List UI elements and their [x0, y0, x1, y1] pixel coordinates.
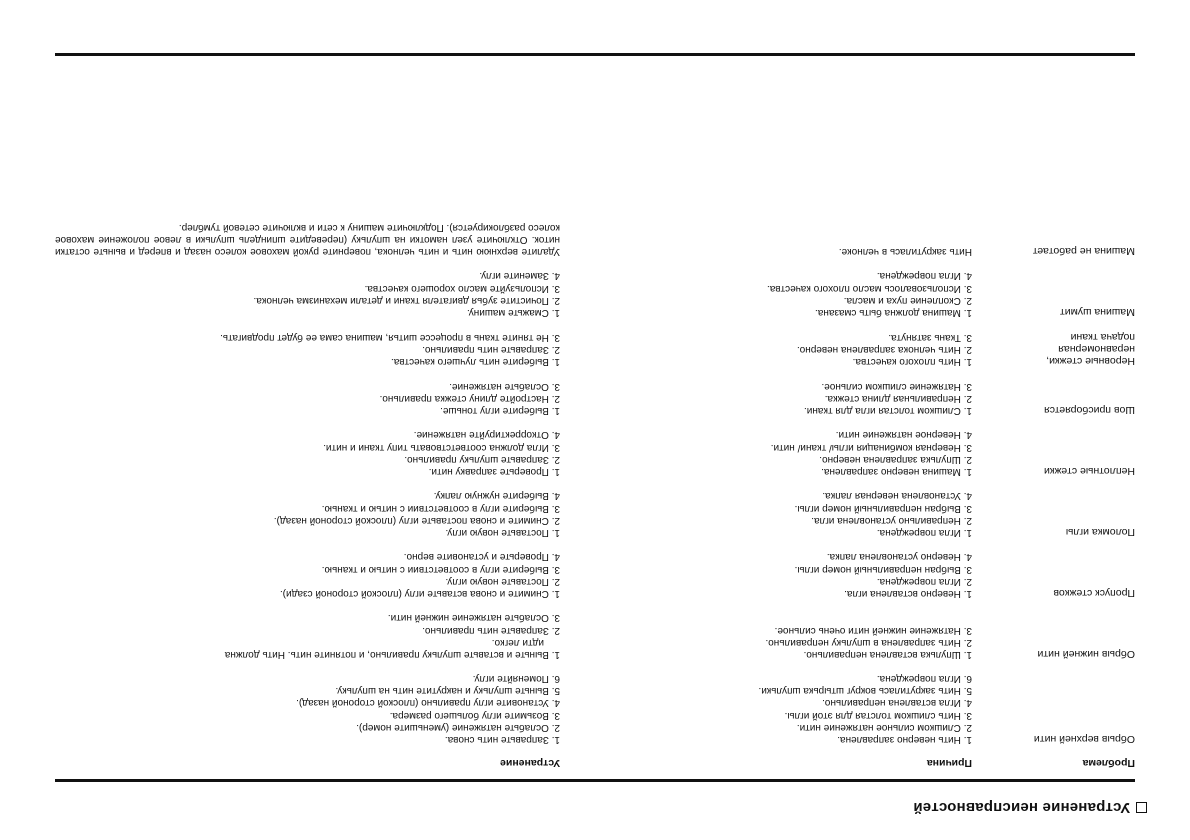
- fix-line: 1. Заправьте нить снова.: [444, 734, 560, 745]
- table-row: [0, 379, 1190, 416]
- cause-line: 4. Игла повреждена.: [876, 270, 972, 282]
- cause-line: 3. Неверная комбинация иглы/ ткани/ нити.: [770, 441, 972, 453]
- cause-line: 3. Выбран неправильный номер иглы.: [794, 563, 972, 575]
- row-problem: Пропуск стежков: [1053, 587, 1135, 599]
- fix-line: 3. Игла должна соответствовать типу ткани и нити.: [323, 441, 560, 453]
- cause-line: 3. Натяжение нижней нити очень сильное.: [774, 624, 972, 636]
- fix-line: 4. Выберите нужную лапку.: [433, 490, 560, 502]
- fix-line: 2. Настройте длину стежка правильно.: [379, 392, 560, 404]
- row-causes: [592, 245, 972, 257]
- header-cause: Причина: [926, 757, 972, 769]
- row-fixes: [55, 428, 560, 477]
- fix-line: 1. Поставьте новую иглу.: [445, 527, 560, 538]
- cause-line: 3. Выбран неправильный номер иглы.: [794, 502, 972, 514]
- bottom-rule: [55, 53, 1135, 56]
- section-title-text: Устранение неисправностей: [913, 799, 1130, 816]
- fix-line: 2. Ослабьте натяжение (уменьшите номер).: [356, 721, 560, 733]
- fix-line: 3. Ослабьте натяжение нижней нити.: [387, 612, 560, 624]
- table-row: [0, 550, 1190, 599]
- row-problem: [985, 331, 1135, 367]
- cause-line: 1. Шпулька вставлена неправильно.: [803, 649, 972, 660]
- cause-line: 2. Неправильно установлена игла.: [811, 514, 972, 526]
- row-fixes: [55, 611, 560, 660]
- table-row: [0, 330, 1190, 367]
- top-rule: [55, 779, 1135, 782]
- fix-line: 1. Проверьте заправку нити.: [428, 466, 560, 477]
- cause-line: 2. Нить заправлена в шпульку неправильно.: [765, 636, 972, 648]
- fix-line: 1. Выберите иглу тоньше.: [440, 405, 560, 416]
- fix-line: 4. Откорректируйте натяжение.: [413, 429, 560, 441]
- cause-line: 1. Машина должна быть смазана.: [815, 307, 972, 318]
- row-causes: [592, 428, 972, 477]
- fix-line: 3. Выберите иглу в соответствии с нитью и тканью.: [321, 563, 560, 575]
- fix-line: 5. Выньте шпульку и накрутите нить на шпульку.: [335, 685, 560, 697]
- fix-line: Удалите верхнюю нить и нить челнока, поверните рукой маховое колесо назад и вперед и выньте остатки ниток. Отключите узел намотки на шпульку (переведите шпиндель шпульки в левое положение маховое колесо разблокируется). Подключите машину к сети и включите сетевой тумблер.: [55, 221, 560, 257]
- row-fixes: [55, 379, 560, 416]
- table-row: [0, 672, 1190, 745]
- row-causes: [592, 269, 972, 318]
- cause-line: 1. Слишком толстая игла для ткани.: [803, 405, 972, 416]
- fix-line: 2. Заправьте шпульку правильно.: [404, 453, 560, 465]
- fix-line: 4. Замените иглу.: [479, 270, 560, 282]
- row-fixes: [55, 550, 560, 599]
- header-problem: Проблема: [1082, 757, 1135, 769]
- cause-line: 2. Игла повреждена.: [876, 575, 972, 587]
- cause-line: 2. Слишком сильное натяжение нити.: [796, 721, 972, 733]
- cause-line: 1. Нить неверно заправлена.: [837, 734, 972, 745]
- fix-line: 3. Возьмите иглу большего размера.: [389, 709, 560, 721]
- cause-line: 4. Игла вставлена неправильно.: [822, 697, 972, 709]
- row-problem: Машина не работает: [1032, 245, 1135, 257]
- table-row: [0, 611, 1190, 660]
- table-row: [0, 428, 1190, 477]
- cause-line: Нить закрутилась в челноке.: [838, 246, 972, 257]
- fix-line: 1. Выньте и вставьте шпульку правильно, и потяните нить. Нить должна: [224, 649, 560, 660]
- table-row: [0, 489, 1190, 538]
- table-row: [0, 220, 1190, 257]
- row-causes: [592, 672, 972, 745]
- cause-line: 3. Ткань затянута.: [888, 331, 972, 343]
- cause-line: 3. Нить слишком толстая для этой иглы.: [784, 709, 972, 721]
- fix-line: 3. Ослабьте натяжение.: [449, 380, 560, 392]
- fix-line: 2. Почистите зубья двигателя ткани и детали механизма челнока.: [253, 294, 560, 306]
- table-header: [0, 753, 1190, 769]
- row-problem: Обрыв верхней нити: [1033, 733, 1135, 745]
- fix-line: 3. Используйте масло хорошего качества.: [364, 282, 560, 294]
- fix-line: 1. Снимите и снова вставьте иглу (плоской стороной сзади).: [279, 588, 560, 599]
- cause-line: 5. Нить закрутилась вокруг штырька шпульки.: [758, 685, 972, 697]
- cause-line: 3. Натяжение слишком сильное.: [821, 380, 972, 392]
- cause-line: 1. Игла повреждена.: [876, 527, 972, 538]
- cause-line: 2. Нить челнока заправлена неверно.: [796, 343, 972, 355]
- cause-line: 3. Использовалось масло плохого качества.: [767, 282, 972, 294]
- fix-line: 4. Установите иглу правильно (плоской стороной назад).: [296, 697, 560, 709]
- fix-line: 1. Выберите нить лучшего качества.: [390, 356, 560, 367]
- table-row: [0, 269, 1190, 318]
- row-fixes: [55, 269, 560, 318]
- header-fix: Устранение: [500, 757, 560, 769]
- cause-line: 2. Неправильная длина стежка.: [824, 392, 972, 404]
- section-title: [913, 799, 1147, 816]
- fix-line: 3. Выберите иглу в соответствии с нитью и тканью.: [321, 502, 560, 514]
- cause-line: 4. Неверное натяжение нити.: [835, 429, 972, 441]
- row-causes: [592, 623, 972, 660]
- row-fixes: [55, 220, 560, 257]
- fix-line: 6. Поменяйте иглу.: [472, 672, 560, 684]
- fix-line: 2. Заправьте нить правильно.: [422, 624, 560, 636]
- row-problem-line: подача ткани: [1070, 331, 1135, 343]
- cause-line: 1. Машина неверно заправлена.: [821, 466, 972, 477]
- row-problem: Шов присборяется: [1044, 404, 1135, 416]
- cause-line: 2. Скопление пуха и масла.: [843, 294, 972, 306]
- row-fixes: [55, 489, 560, 538]
- cause-line: 4. Установлена неверная лапка.: [822, 490, 972, 502]
- row-causes: [592, 489, 972, 538]
- row-problem: Обрыв нижней нити: [1037, 648, 1135, 660]
- row-fixes: [55, 672, 560, 745]
- fix-line: идти легко.: [491, 636, 544, 648]
- checkbox-square-icon: [1136, 802, 1147, 813]
- row-causes: [592, 379, 972, 416]
- cause-line: 1. Нить плохого качества.: [852, 356, 972, 367]
- troubleshooting-table: [0, 208, 1190, 745]
- fix-line: 2. Поставьте новую иглу.: [445, 575, 560, 587]
- cause-line: 1. Неверно вставлена игла.: [844, 588, 972, 599]
- row-problem: Поломка иглы: [1065, 526, 1135, 538]
- fix-line: 1. Смажьте машину.: [466, 307, 560, 318]
- fix-line: 2. Снимите и снова поставьте иглу (плоской стороной назад).: [273, 514, 560, 526]
- row-problem-line: Неровные стежки,: [1046, 355, 1135, 367]
- fix-line: 2. Заправьте нить правильно.: [422, 343, 560, 355]
- row-problem: Машина шумит: [1060, 306, 1135, 318]
- row-problem-line: неравномерная: [1058, 343, 1135, 355]
- row-causes: [592, 330, 972, 367]
- cause-line: 6. Игла повреждена.: [876, 672, 972, 684]
- row-causes: [592, 550, 972, 599]
- cause-line: 4. Неверно установлена лапка.: [826, 551, 972, 563]
- row-problem: Неплотные стежки: [1043, 465, 1135, 477]
- row-fixes: [55, 330, 560, 367]
- cause-line: 2. Шпулька заправлена неверно.: [819, 453, 972, 465]
- fix-line: 3. Не тяните ткань в процессе шитья, машина сама ее будет продвигать.: [220, 331, 560, 343]
- fix-line: 4. Проверьте и установите верно.: [403, 551, 560, 563]
